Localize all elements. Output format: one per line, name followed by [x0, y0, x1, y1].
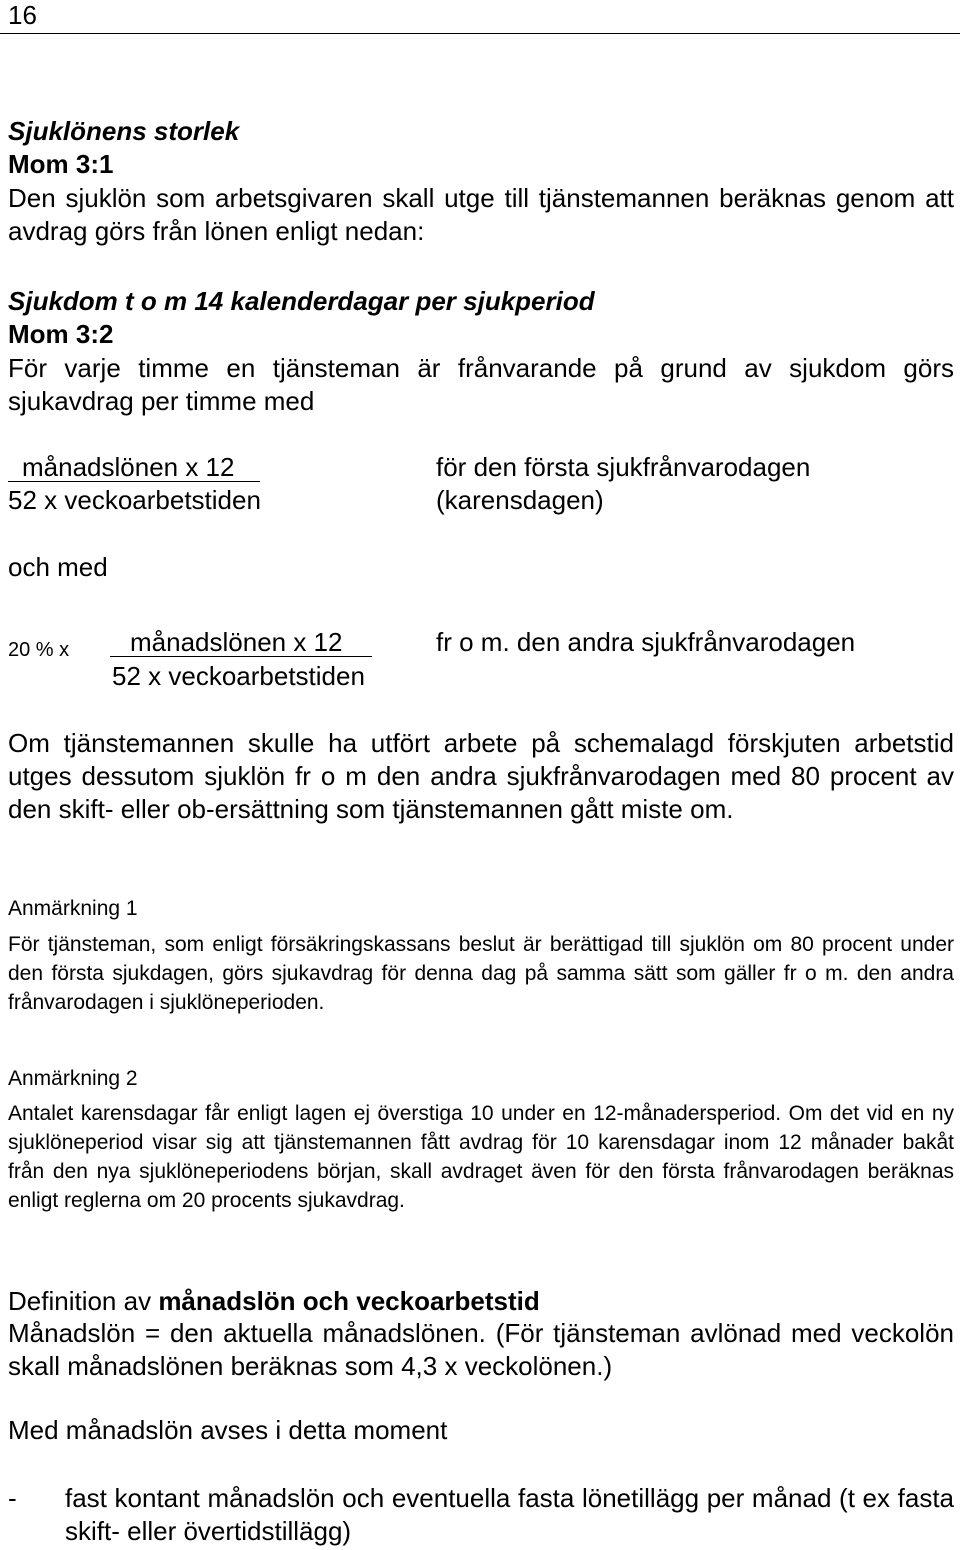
section-heading-sjuklonens-storlek: Sjuklönens storlek [8, 116, 240, 146]
header-rule [0, 33, 960, 34]
note2-paragraph: Antalet karensdagar får enligt lagen ej överstiga 10 under en 12-månadersperiod. Om det vid en ny sjuklöneperiod visar sig att tjänstemannen fått avdrag för 10 karensdagar inom 12 månader bakåt från den nya sjuklöneperiodens början, skall avdraget även för den första frånvarodagen beräknas enligt reglerna om 20 procents sjukavdrag. [8, 1102, 954, 1212]
formula2-prefix: 20 % x [8, 639, 70, 661]
note2-heading: Anmärkning 2 [8, 1067, 138, 1090]
paragraph-schemalagd-arbetstid: Om tjänstemannen skulle ha utfört arbete på schemalagd förskjuten arbetstid utges dessutom sjuklön fr o m den andra sjukfrånvarodagen med 80 procent av den skift- eller ob-ersättning som tjänstemannen gått miste om. [8, 728, 954, 824]
note1-paragraph: För tjänsteman, som enligt försäkringskassans beslut är berättigad till sjuklön om 80 procent under den första sjukdagen, görs sjukavdrag för denna dag på samma sätt som gäller fr o m. den andra frånvarodagen i sjuklöneperioden. [8, 933, 954, 1014]
med-manadslon-text: Med månadslön avses i detta moment [8, 1415, 448, 1445]
formula2-numerator: månadslönen x 12 [110, 626, 372, 659]
formula1-description-karensdagen: (karensdagen) [436, 485, 604, 515]
section1-paragraph: Den sjuklön som arbetsgivaren skall utge till tjänstemannen beräknas genom att avdrag görs från lönen enligt nedan: [8, 183, 954, 246]
och-med-text: och med [8, 552, 108, 582]
note1-heading: Anmärkning 1 [8, 897, 138, 920]
definition-paragraph: Månadslön = den aktuella månadslönen. (För tjänsteman avlönad med veckolön skall månadslönen beräknas som 4,3 x veckolönen.) [8, 1318, 954, 1381]
formula1-numerator: månadslönen x 12 [8, 451, 260, 484]
list-item-bullet: - [8, 1483, 17, 1513]
definition-heading-bold: månadslön och veckoarbetstid [158, 1286, 540, 1316]
definition-heading-prefix: Definition av [8, 1286, 159, 1316]
formula1-denominator: 52 x veckoarbetstiden [8, 485, 261, 515]
mom-3-2-label: Mom 3:2 [8, 319, 114, 349]
mom-3-1-label: Mom 3:1 [8, 149, 114, 179]
formula2-denominator: 52 x veckoarbetstiden [112, 661, 365, 691]
formula1-description: för den första sjukfrånvarodagen [436, 452, 811, 482]
list-item: fast kontant månadslön och eventuella fasta lönetillägg per månad (t ex fasta skift- eller övertidstillägg) [65, 1483, 954, 1546]
page-number: 16 [8, 0, 37, 30]
section-heading-sjukdom: Sjukdom t o m 14 kalenderdagar per sjukperiod [8, 286, 595, 316]
formula2-description: fr o m. den andra sjukfrånvarodagen [436, 627, 856, 657]
section2-paragraph: För varje timme en tjänsteman är frånvarande på grund av sjukdom görs sjukavdrag per timme med [8, 353, 954, 416]
definition-heading [8, 1285, 540, 1318]
